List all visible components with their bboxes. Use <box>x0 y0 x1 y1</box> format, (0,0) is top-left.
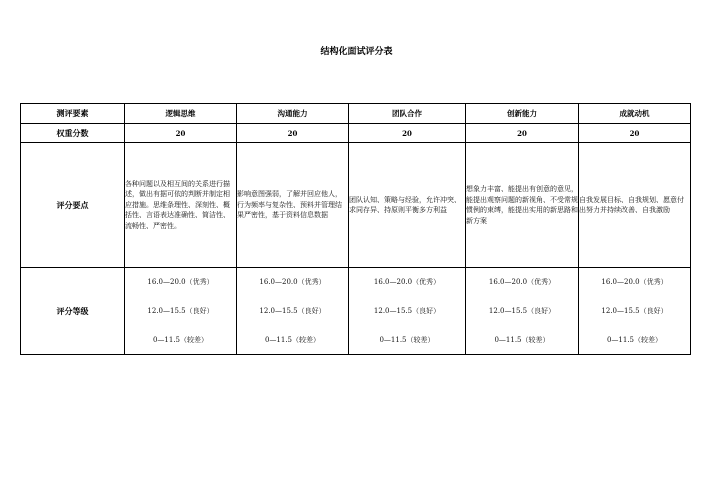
header-label: 测评要素 <box>21 104 125 124</box>
weight-value: 20 <box>125 124 237 143</box>
grade-good: 12.0—15.5（良好） <box>259 307 326 315</box>
grade-good: 12.0—15.5（良好） <box>488 307 556 315</box>
column-header: 创新能力 <box>466 104 579 124</box>
grades-row <box>21 268 691 355</box>
points-text: 自我发展目标、自我规划、愿意付出努力并持续改善、自我激励 <box>579 143 691 268</box>
column-header: 逻辑思维 <box>125 104 237 124</box>
grade-cell <box>125 268 237 355</box>
grade-poor: 0—11.5（较差） <box>379 335 435 344</box>
grade-cell <box>237 268 349 355</box>
points-text: 影响意图强弱，了解并回应他人，行为频率与复杂性、预料并管理结果严密性，基于资料信息数据 <box>237 143 349 268</box>
grade-excellent: 16.0—20.0（优秀） <box>373 278 441 287</box>
scoring-table <box>20 103 691 355</box>
points-text: 团队认知、策略与经验，允许冲突、求同存异、持原则平衡多方利益 <box>349 143 466 268</box>
grade-cell <box>579 268 691 355</box>
column-header: 成就动机 <box>579 104 691 124</box>
weight-value: 20 <box>349 124 466 143</box>
grade-good: 12.0—15.5（良好） <box>601 307 668 315</box>
grade-cell <box>349 268 466 355</box>
grade-cell <box>466 268 579 355</box>
grade-poor: 0—11.5（较差） <box>606 335 663 344</box>
header-row <box>21 104 691 124</box>
weight-label: 权重分数 <box>21 124 125 143</box>
grade-excellent: 16.0—20.0（优秀） <box>259 278 326 287</box>
page-title: 结构化面试评分表 <box>320 47 393 57</box>
weight-row <box>21 124 691 143</box>
grade-excellent: 16.0—20.0（优秀） <box>488 278 556 287</box>
weight-value: 20 <box>466 124 579 143</box>
grade-poor: 0—11.5（较差） <box>264 335 321 344</box>
points-text: 各种问题以及相互间的关系进行描述，做出有据可依的判断并制定相应措施。思维条理性、深刻性、概括性、言语表达准确性、简洁性、流畅性、严密性。 <box>125 143 237 268</box>
points-row <box>21 143 691 268</box>
weight-value: 20 <box>579 124 691 143</box>
grade-excellent: 16.0—20.0（优秀） <box>147 278 214 287</box>
grade-poor: 0—11.5（较差） <box>494 335 550 344</box>
grade-excellent: 16.0—20.0（优秀） <box>601 278 668 287</box>
column-header: 团队合作 <box>349 104 466 124</box>
weight-value: 20 <box>237 124 349 143</box>
column-header: 沟通能力 <box>237 104 349 124</box>
points-label: 评分要点 <box>21 143 125 268</box>
grade-good: 12.0—15.5（良好） <box>373 307 441 315</box>
grades-label: 评分等级 <box>21 268 125 355</box>
grade-good: 12.0—15.5（良好） <box>147 307 214 315</box>
grade-poor: 0—11.5（较差） <box>152 335 209 344</box>
points-text: 想象力丰富、能提出有创意的意见，能提出观察问题的新视角、不受常规惯例的束缚，能提出实用的新思路和新方案 <box>466 143 579 268</box>
